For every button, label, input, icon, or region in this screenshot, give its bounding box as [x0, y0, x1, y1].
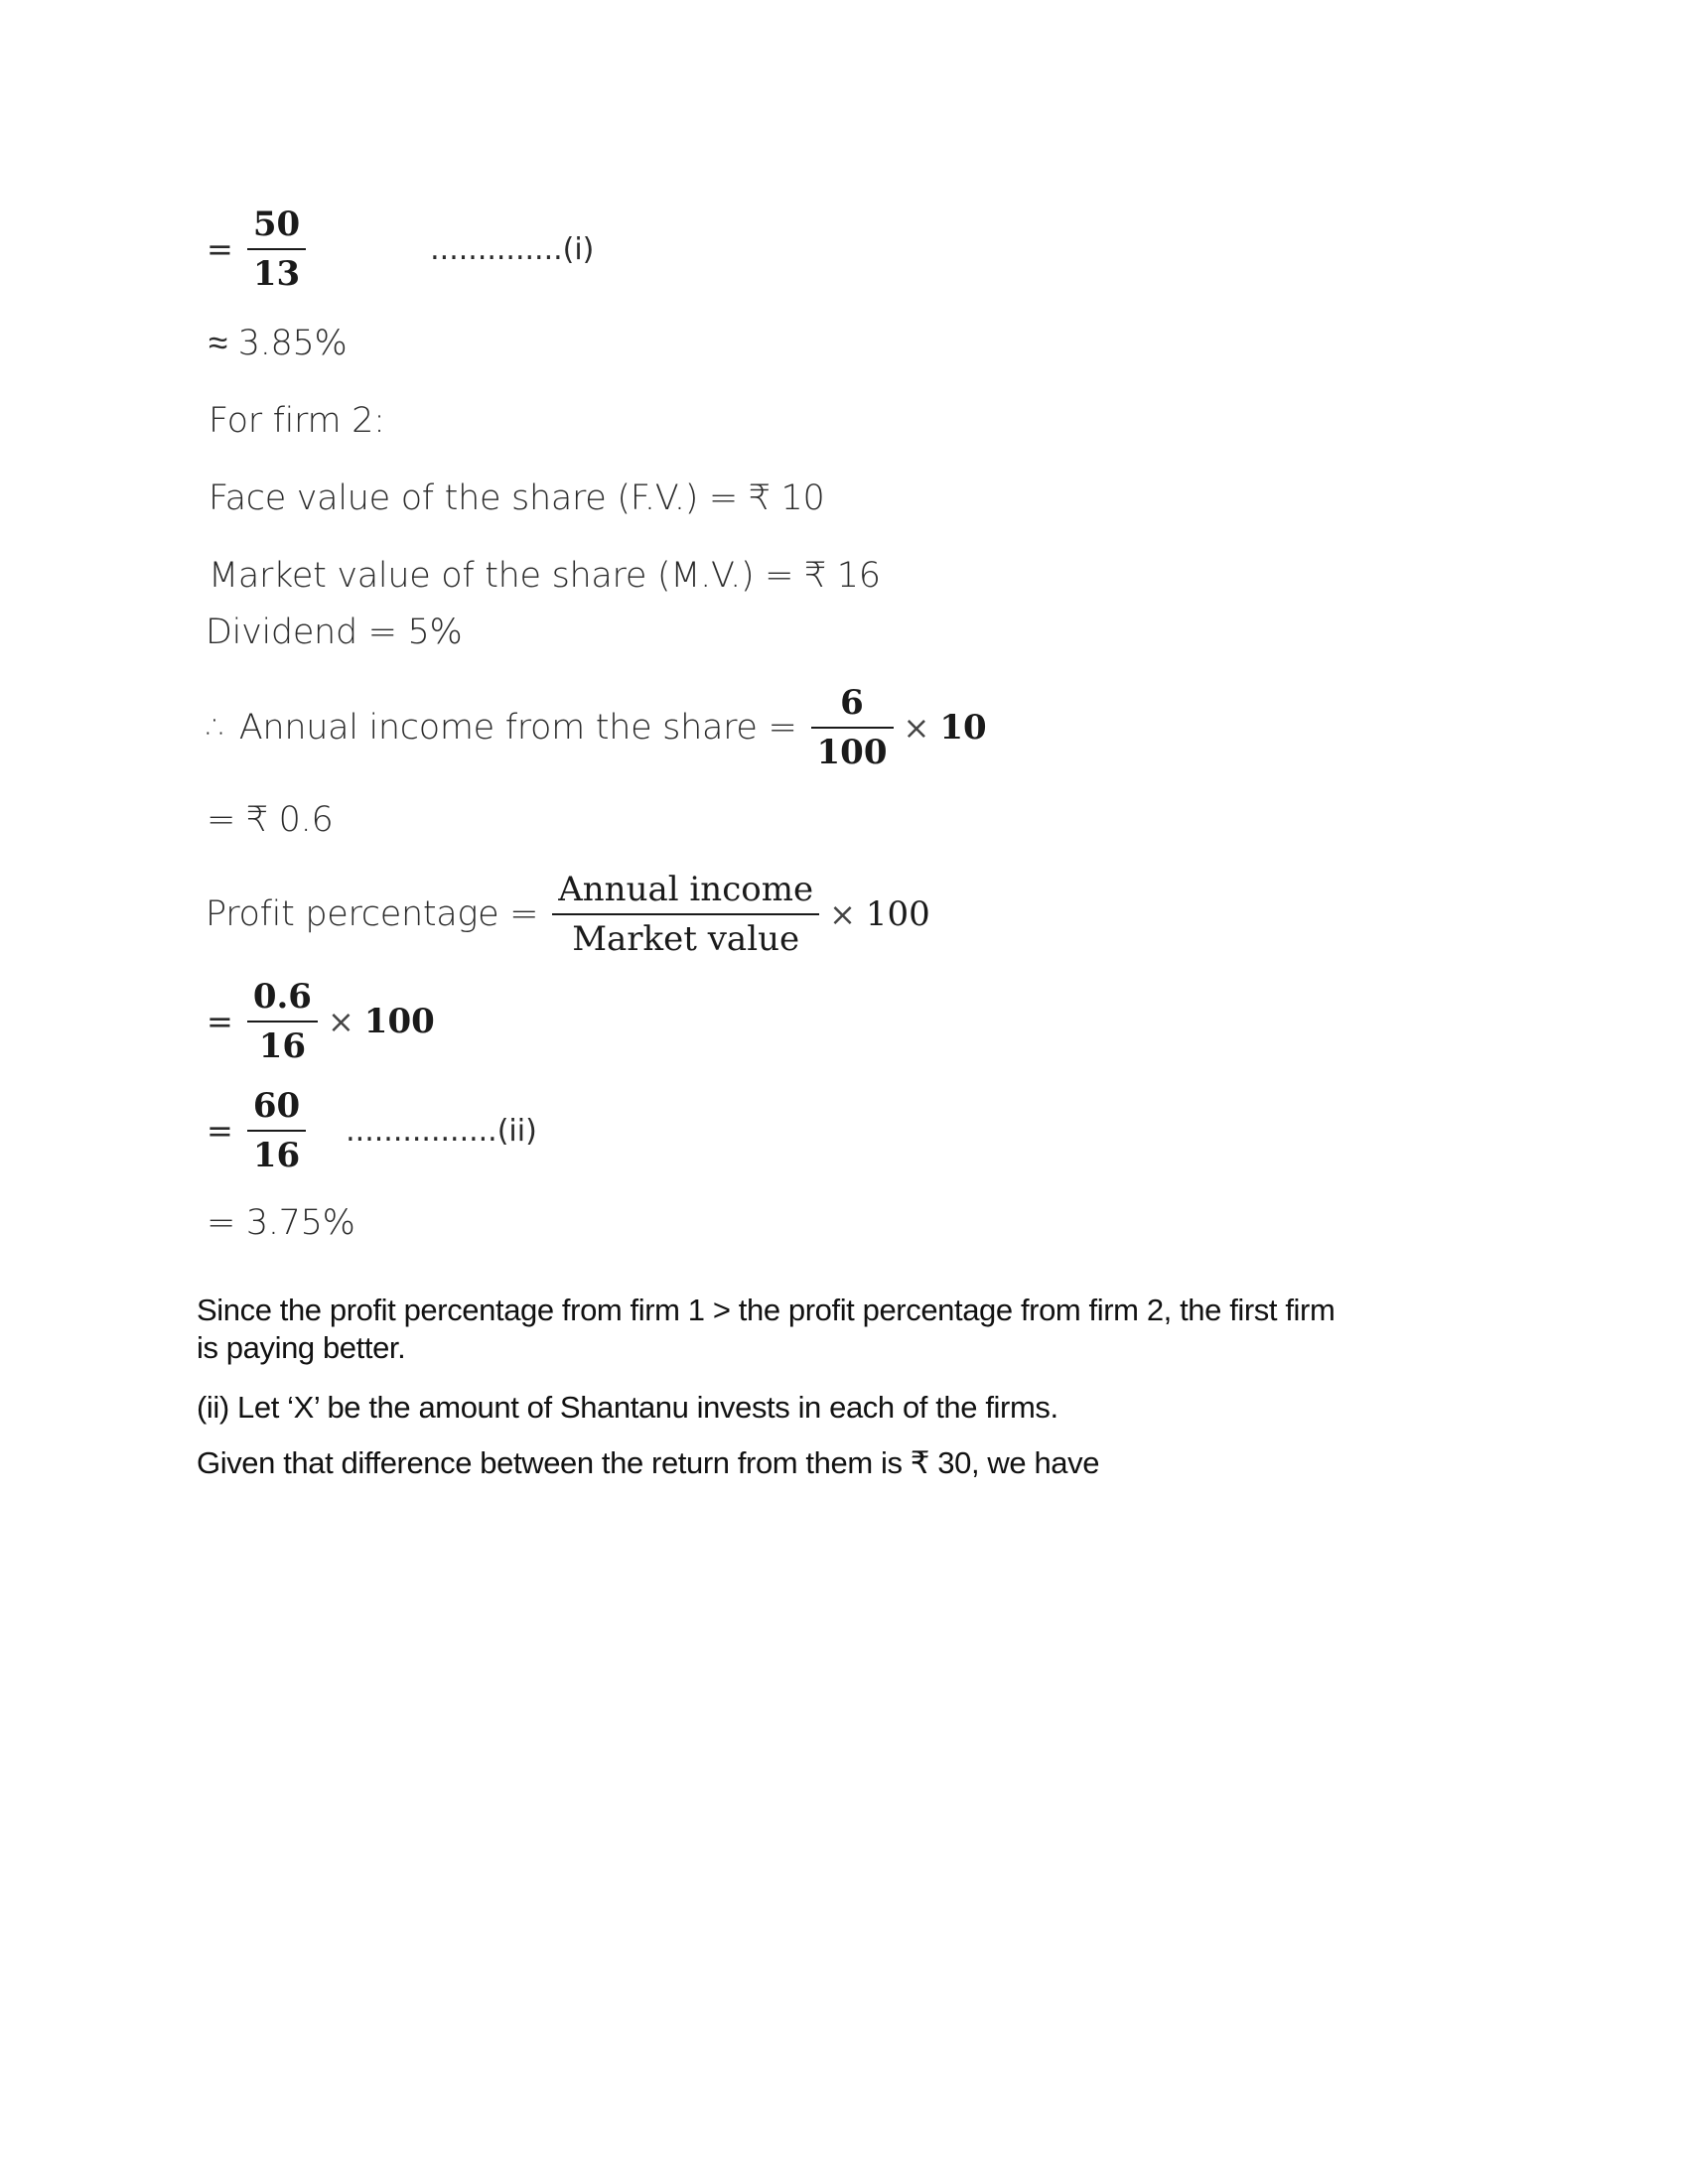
- multiplier: 100: [865, 894, 930, 934]
- denominator: 100: [816, 733, 888, 772]
- part-ii-statement: (ii) Let ‘X’ be the amount of Shantanu invests in each of the firms.: [197, 1390, 1058, 1425]
- equation-step-2: [207, 1082, 537, 1179]
- times-sign: ×: [903, 709, 930, 747]
- annual-income-equation: [207, 679, 987, 776]
- equals-sign: =: [207, 230, 233, 268]
- equation-fraction-50-13: [207, 201, 594, 298]
- profit-percentage-label: Profit percentage =: [206, 894, 539, 934]
- equation-ref-i: ..............(i): [430, 231, 595, 267]
- multiplier: 10: [939, 708, 987, 748]
- approx-result-firm1: ≈ 3.85%: [209, 324, 348, 363]
- fraction-50-over-13: [247, 201, 306, 298]
- profit-percentage-formula: [206, 866, 930, 963]
- firm2-heading: For firm 2:: [209, 401, 385, 441]
- equation-step-1: [207, 973, 435, 1070]
- times-sign: ×: [327, 1003, 354, 1040]
- numerator: 50: [252, 205, 301, 244]
- result-firm2: = 3.75%: [207, 1203, 355, 1243]
- denominator: 16: [252, 1136, 301, 1175]
- market-value-line: Market value of the share (M.V.) = ₹ 16: [209, 556, 881, 596]
- fraction-60-over-16: [247, 1082, 306, 1179]
- conclusion-line-1: Since the profit percentage from firm 1 > the profit percentage from firm 2, the first firm: [197, 1293, 1336, 1327]
- conclusion-line-2: is paying better.: [197, 1330, 406, 1365]
- annual-income-value: = ₹ 0.6: [207, 800, 334, 840]
- equals-sign: =: [207, 1003, 233, 1040]
- given-statement: Given that difference between the return from them is ₹ 30, we have: [197, 1445, 1100, 1480]
- numerator: 6: [840, 683, 864, 723]
- fraction-0.6-over-16: [247, 973, 318, 1070]
- numerator: 60: [252, 1086, 301, 1126]
- face-value-line: Face value of the share (F.V.) = ₹ 10: [209, 478, 825, 518]
- equation-ref-ii: ................(ii): [346, 1113, 537, 1149]
- fraction-income-over-market: [552, 866, 819, 963]
- annual-income-label: ∴ Annual income from the share =: [207, 708, 797, 748]
- dividend-line: Dividend = 5%: [206, 613, 463, 652]
- times-sign: ×: [829, 895, 856, 933]
- denominator: Market value: [572, 919, 800, 959]
- denominator: 13: [252, 254, 301, 294]
- multiplier: 100: [363, 1002, 435, 1041]
- equals-sign: =: [207, 1112, 233, 1150]
- denominator: 16: [258, 1026, 307, 1066]
- numerator: 0.6: [252, 977, 312, 1017]
- numerator: Annual income: [558, 870, 814, 909]
- fraction-6-over-100: [811, 679, 894, 776]
